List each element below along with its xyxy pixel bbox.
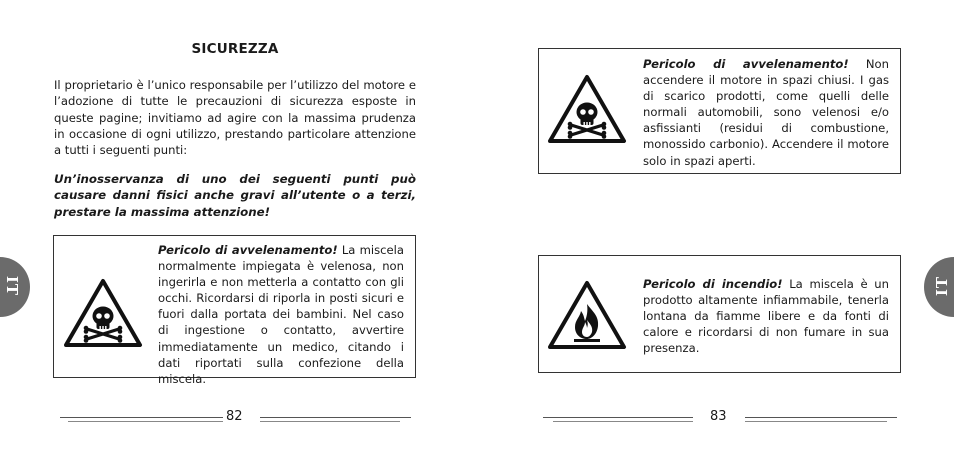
- intro-paragraph: Il proprietario è l’unico responsabile per l’utilizzo del motore e l’adozione di tutte le precauzioni di sicurezza esposte in queste pagine; invitiamo ad agire con la massima prudenza in occasione di ogni utilizzo, prestando particolare attenzione a tutti i seguenti punti:: [54, 78, 416, 158]
- language-tab-label: IT: [933, 275, 952, 297]
- footer-rule-left: [543, 417, 693, 418]
- fire-warning-body: La miscela è un prodotto altamente infiammabile, tenerla lontana da fiamme libere e da fonti di calore e ricordarsi di non fumare in sua presenza.: [643, 277, 889, 356]
- page-number: 82: [226, 409, 243, 424]
- language-tab-label: IT: [3, 275, 22, 297]
- flame-icon: [546, 280, 628, 350]
- fire-warning-heading: Pericolo di incendio!: [643, 277, 783, 291]
- footer-rule-right: [745, 417, 897, 418]
- exhaust-warning-body: Non accendere il motore in spazi chiusi. I gas di scarico prodotti, come quelli delle normali automobili, sono velenosi e/o asfissianti (residui di combustione, monossido carbonio). Accendere il motore solo in spazi aperti.: [643, 57, 889, 168]
- exhaust-warning-box: [538, 48, 901, 174]
- footer-rule-left-lower: [68, 421, 223, 422]
- poison-warning-heading: Pericolo di avvelenamento!: [158, 243, 338, 257]
- skull-crossbones-icon: [546, 74, 628, 144]
- language-tab: [0, 257, 30, 317]
- footer-rule-left: [60, 417, 223, 418]
- page-number: 83: [710, 409, 727, 424]
- footer-rule-left-lower: [553, 421, 693, 422]
- fire-warning-box: [538, 255, 901, 373]
- footer-rule-right-lower: [745, 421, 887, 422]
- poison-warning-text: [158, 242, 404, 387]
- exhaust-warning-heading: Pericolo di avvelenamento!: [643, 57, 849, 71]
- right-page: [477, 0, 954, 457]
- poison-warning-box: [53, 235, 416, 386]
- footer-rule-right-lower: [260, 421, 400, 422]
- exhaust-warning-text: [643, 56, 889, 169]
- footer-rule-right: [260, 417, 411, 418]
- section-title: SICUREZZA: [191, 41, 279, 57]
- fire-warning-text: [643, 276, 889, 356]
- language-tab: [924, 257, 954, 317]
- skull-crossbones-icon: [62, 278, 144, 348]
- poison-warning-body: La miscela normalmente impiegata è velenosa, non ingerirla e non metterla a contatto con gli occhi. Ricordarsi di riporla in posti sicuri e fuori dalla portata dei bambini. Nel caso di ingestione o contatto, avvertire immediatamente un medico, citando i dati riportati sulla confezione della miscela.: [158, 243, 404, 386]
- warning-paragraph: Un’inosservanza di uno dei seguenti punti può causare danni fisici anche gravi all’utente o a terzi, prestare la massima attenzione!: [54, 172, 416, 219]
